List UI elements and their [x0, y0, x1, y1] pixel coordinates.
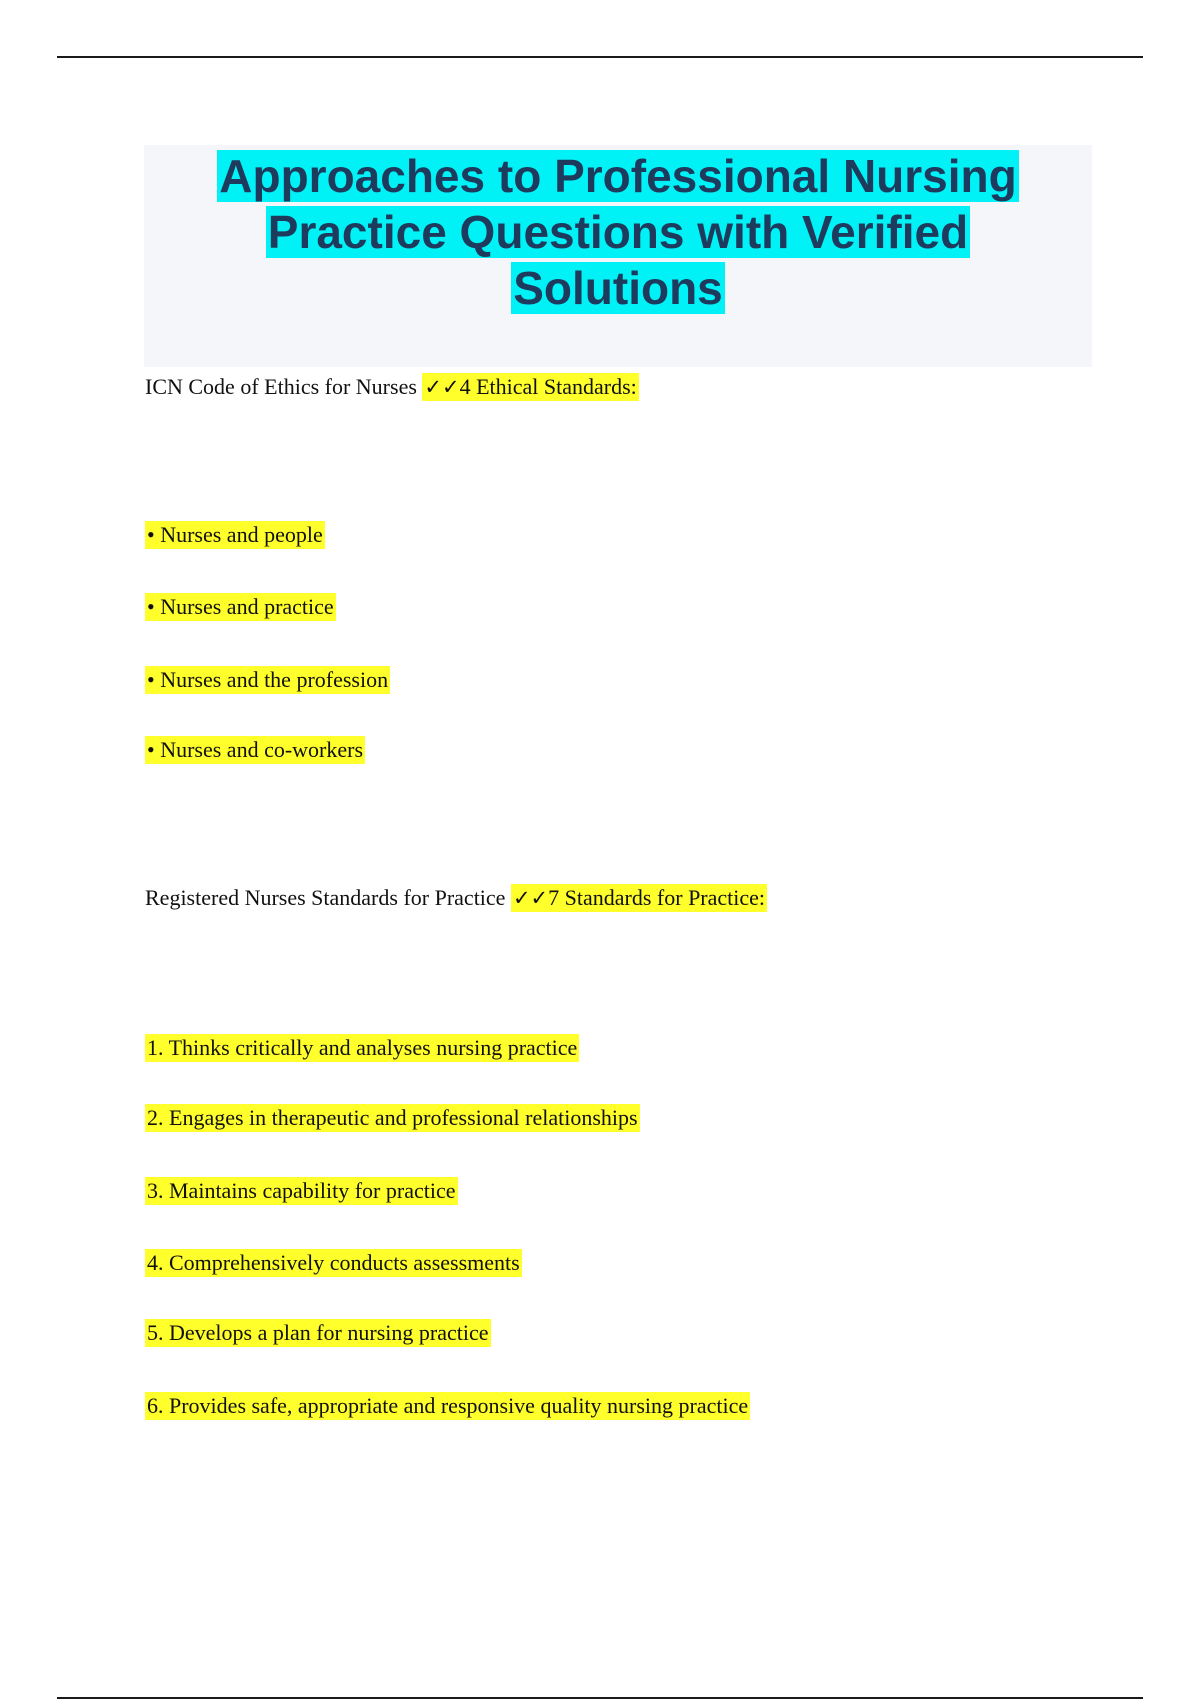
top-rule	[57, 56, 1143, 58]
answer-highlight-2	[511, 884, 767, 912]
list-item-text: • Nurses and practice	[147, 594, 334, 619]
list-item	[145, 735, 365, 765]
title-line-1	[144, 148, 1092, 204]
list-item	[145, 1318, 491, 1348]
title-line-2	[144, 204, 1092, 260]
list-item-text: • Nurses and people	[147, 522, 323, 547]
check-icon: ✓✓	[512, 886, 549, 910]
title-line-3	[144, 260, 1092, 316]
list-item-text: 5. Develops a plan for nursing practice	[147, 1320, 489, 1345]
question-text-1: ICN Code of Ethics for Nurses	[145, 374, 417, 399]
title-text-3: Solutions	[513, 262, 723, 314]
list-item	[145, 520, 325, 550]
bottom-rule	[57, 1697, 1143, 1699]
title-text-2: Practice Questions with Verified	[267, 206, 969, 258]
list-item	[145, 1391, 750, 1421]
title-text-1: Approaches to Professional Nursing	[219, 150, 1017, 202]
question-line-1	[145, 372, 639, 402]
list-item-text: 2. Engages in therapeutic and professional relationships	[147, 1105, 638, 1130]
list-item-text: 4. Comprehensively conducts assessments	[147, 1250, 520, 1275]
list-item	[145, 665, 390, 695]
list-item-text: 6. Provides safe, appropriate and responsive quality nursing practice	[147, 1393, 749, 1418]
list-item	[145, 1033, 579, 1063]
list-item-text: 3. Maintains capability for practice	[147, 1178, 456, 1203]
list-item-text: • Nurses and the profession	[147, 667, 389, 692]
check-icon: ✓✓	[424, 375, 460, 399]
list-item	[145, 1103, 640, 1133]
list-item	[145, 1248, 522, 1278]
answer-heading-2: 7 Standards for Practice:	[548, 885, 766, 910]
list-item-text: 1. Thinks critically and analyses nursing practice	[147, 1035, 578, 1060]
list-item	[145, 1176, 458, 1206]
list-item-text: • Nurses and co-workers	[147, 737, 364, 762]
list-item	[145, 592, 336, 622]
question-line-2	[145, 883, 767, 913]
answer-heading-1: 4 Ethical Standards:	[459, 374, 637, 399]
question-text-2: Registered Nurses Standards for Practice	[145, 885, 506, 910]
answer-highlight-1	[422, 373, 638, 401]
title-block	[144, 145, 1092, 367]
